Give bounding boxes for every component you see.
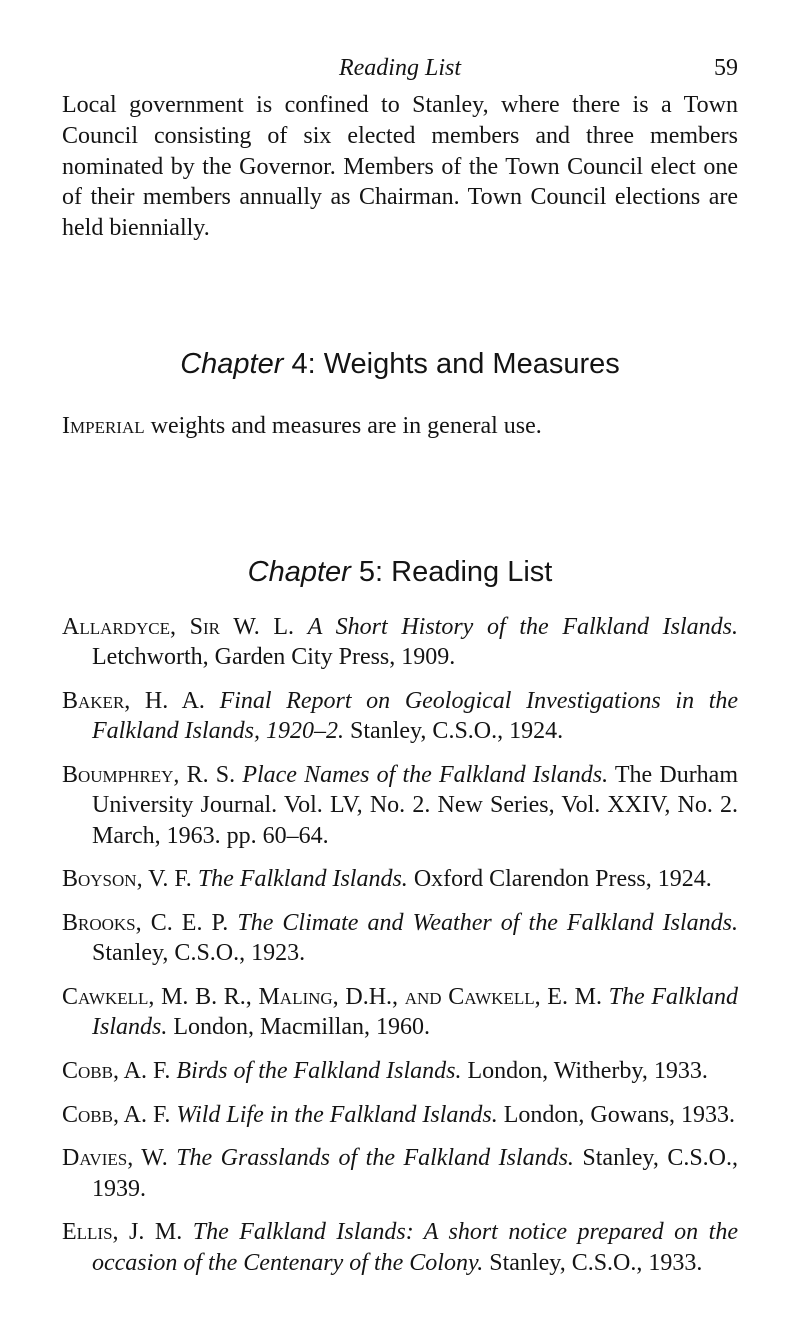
entry-author: Brooks, C. E. P. [62,909,229,936]
entry-author: Boyson, V. F. [62,866,192,893]
entry-title: The Falkland Islands. [197,866,408,893]
running-head [62,52,738,84]
entry-publication: Stanley, C.S.O., 1923. [92,940,306,967]
entry-author: Cobb, A. F. [62,1101,171,1128]
entry-publication: London, Gowans, 1933. [503,1101,736,1128]
chapter-4-word: Chapter [180,348,284,380]
entry-author: Ellis, J. M. [62,1219,183,1246]
bibliography-entry [62,760,738,851]
bibliography-entry [62,864,738,894]
bibliography-entry [62,612,738,673]
running-head-title: Reading List [338,55,461,81]
entry-title: Place Names of the Falkland Islands. [242,761,609,788]
entry-title: Birds of the Falkland Islands. [176,1057,462,1084]
chapter-4-heading [62,346,738,382]
bibliography-entry [62,1056,738,1086]
chapter-4-title: 4: Weights and Measures [283,348,620,380]
entry-publication: Oxford Clarendon Press, 1924. [413,866,712,893]
entry-publication: Stanley, C.S.O., 1924. [350,718,564,745]
entry-title: The Climate and Weather of the Falkland Islands. [237,909,739,936]
local-government-paragraph: Local government is confined to Stanley, where there is a Town Council consisting of six elected members and three members nominated by the Governor. Members of the Town Council elect one of their members annually as Chairman. Town Council elections are held biennially. [62,92,738,242]
entry-publication: Letchworth, Garden City Press, 1909. [92,644,456,671]
entry-publication: London, Macmillan, 1960. [173,1014,430,1041]
entry-author: Cobb, A. F. [62,1057,171,1084]
entry-title: Final Report on Geological Investigations in the Falkland Islands, 1920–2. [92,687,739,745]
chapter-5-title: 5: Reading List [350,556,553,588]
bibliography-entry [62,982,738,1043]
bibliography-entry [62,1100,738,1130]
entry-publication: London, Witherby, 1933. [467,1057,708,1084]
entry-title: The Falkland Islands. [92,983,738,1041]
entry-author: Allardyce, Sir W. L. [62,614,295,640]
entry-author: Boumphrey, R. S. [62,761,236,788]
chapter-5-heading [62,554,738,590]
entry-title: A Short History of the Falkland Islands. [307,614,738,640]
weights-measures-lead-word: Imperial [62,413,145,439]
entry-title: The Falkland Islands: A short notice prepared on the occasion of the Centenary of the Colony. [92,1219,738,1276]
bibliography-entry [62,1217,738,1278]
entry-publication: Stanley, C.S.O., 1933. [489,1249,703,1276]
reading-list [62,612,738,1291]
weights-measures-text [62,411,738,441]
entry-publication: Stanley, C.S.O., 1939. [92,1145,739,1202]
entry-title: The Grasslands of the Falkland Islands. [176,1145,574,1172]
entry-title: Wild Life in the Falkland Islands. [176,1101,498,1128]
entry-author: Cawkell, M. B. R., Maling, D.H., and Cawkell, E. M. [62,983,602,1010]
entry-publication: The Durham University Journal. Vol. LV, No. 2. New Series, Vol. XXIV, No. 2. March, 1963. pp. 60–64. [92,761,739,849]
bibliography-entry [62,686,738,747]
chapter-5-word: Chapter [247,556,351,588]
bibliography-entry [62,908,738,969]
bibliography-entry [62,1143,738,1204]
entry-author: Davies, W. [62,1145,168,1172]
entry-author: Baker, H. A. [62,687,205,714]
weights-measures-body: weights and measures are in general use. [144,413,542,439]
page-number: 59 [714,55,738,81]
